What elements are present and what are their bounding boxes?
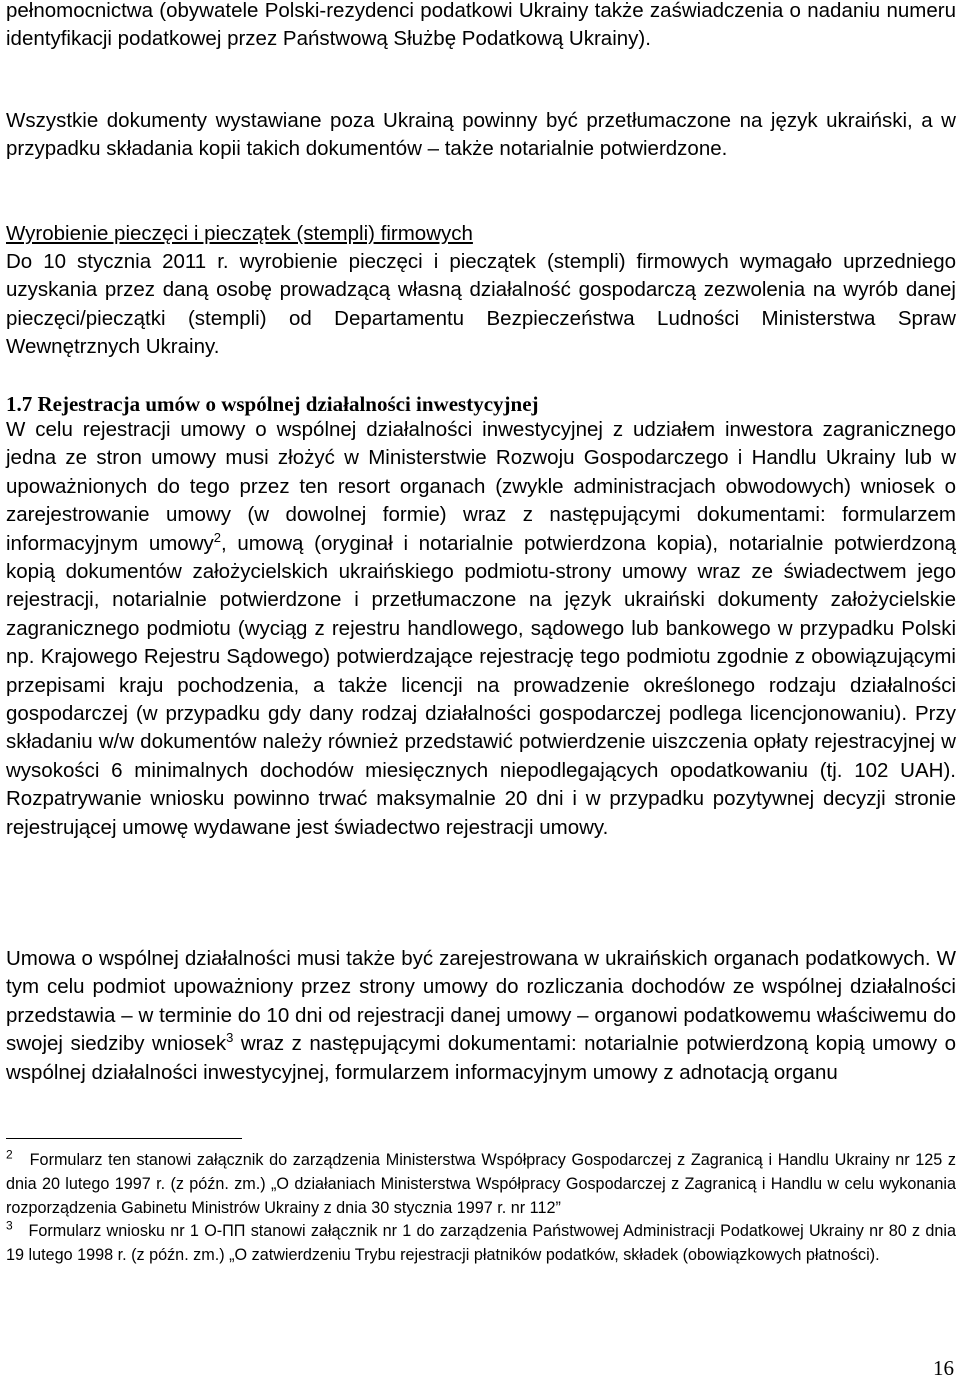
stamp-heading: Wyrobienie pieczęci i pieczątek (stempli) firmowych bbox=[6, 222, 473, 245]
paragraph-stamps: Do 10 stycznia 2011 r. wyrobienie pieczęci i pieczątek (stempli) firmowych wymagało uprzedniego uzyskania przez daną osobę prowadzącą własną działalność gospodarczą zezwolenia na wyrób danej pieczęci/pieczątki (stempli) od Departamentu Bezpieczeństwa Ludności Ministerstwa Spraw Wewnętrznych Ukrainy. bbox=[6, 250, 956, 359]
footnote-ref-2: 2 bbox=[213, 529, 221, 545]
paragraph-registration-part-a: W celu rejestracji umowy o wspólnej działalności inwestycyjnej z udziałem inwestora zagranicznego jedna ze stron umowy musi złożyć w Ministerstwie Rozwoju Gospodarczego i Handlu Ukrainy lub w upoważnionych do tego przez ten resort organach (zwykle administracjach obwodowych) wniosek o zarejestrowanie umowy (w dowolnej formie) wraz z następującymi dokumentami: formularzem informacyjnym umowy bbox=[6, 418, 956, 555]
page-number: 16 bbox=[933, 1356, 954, 1380]
paragraph-translation-requirement: Wszystkie dokumenty wystawiane poza Ukrainą powinny być przetłumaczone na język ukraiński, a w przypadku składania kopii takich dokumentów – także notarialnie potwierdzone. bbox=[6, 109, 956, 161]
paragraph-tax-part-b: wraz z następującymi dokumentami: notarialnie potwierdzoną kopią umowy o wspólnej działalności inwestycyjnej, formularzem informacyjnym umowy z adnotacją organu bbox=[6, 1032, 956, 1084]
footnotes bbox=[6, 1148, 956, 1267]
paragraph-tax-part-a: Umowa o wspólnej działalności musi także być zarejestrowana w ukraińskich organach podatkowych. W tym celu podmiot upoważniony przez strony umowy do rozliczania dochodów ze wspólnej działalności przedstawia – w terminie do 10 dni od rejestracji danej umowy – organowi podatkowemu właściwemu do swojej siedziby wniosek bbox=[6, 947, 956, 1056]
footnote-3-text: Formularz wniosku nr 1 О-ПП stanowi załącznik nr 1 do zarządzenia Państwowej Administracji Podatkowej Ukrainy nr 80 z dnia 19 lutego 1998 r. (z późn. zm.) „O zatwierdzeniu Trybu rejestracji płatników podatków, składek (obowiązkowych płatności). bbox=[6, 1222, 957, 1264]
footnote-2-mark: 2 bbox=[6, 1147, 13, 1162]
footnote-2-text: Formularz ten stanowi załącznik do zarządzenia Ministerstwa Współpracy Gospodarczej z Zagranicą i Handlu Ukrainy nr 125 z dnia 20 lutego 1997 r. (z późn. zm.) „O działaniach Ministerstwa Współpracy Gospodarczej z Zagranicą i Handlu w celu wykonania rozporządzenia Gabinetu Ministrów Ukrainy z dnia 30 stycznia 1997 r. nr 112” bbox=[6, 1151, 957, 1217]
footnote-3-mark: 3 bbox=[6, 1218, 13, 1233]
section-title: 1.7 Rejestracja umów o wspólnej działalności inwestycyjnej bbox=[6, 392, 539, 416]
paragraph-tax-registration bbox=[6, 945, 956, 1087]
paragraph-registration bbox=[6, 416, 956, 842]
footnote-2 bbox=[6, 1148, 956, 1220]
footnote-ref-3: 3 bbox=[226, 1030, 234, 1046]
footnote-3 bbox=[6, 1219, 956, 1267]
paragraph-registration-part-b: , umową (oryginał i notarialnie potwierdzona kopia), notarialnie potwierdzoną kopią dokumentów założycielskich ukraińskiego podmiotu-strony umowy wraz ze świadectwem jego rejestracji, notarialnie potwierdzone i przetłumaczone na język ukraiński dokumenty założycielskie zagranicznego podmiotu (wyciąg z rejestru handlowego, sądowego lub bankowego w przypadku Polski np. Krajowego Rejestru Sądowego) potwierdzające rejestrację tego podmiotu zgodnie z obowiązującymi przepisami kraju pochodzenia, a także licencji na prowadzenie określonego rodzaju działalności gospodarczej (w przypadku gdy dany rodzaj działalności gospodarczej podlega licencjonowaniu). Przy składaniu w/w dokumentów należy również przedstawić potwierdzenie uiszczenia opłaty rejestracyjnej w wysokości 6 minimalnych dochodów miesięcznych niepodlegających opodatkowaniu (tj. 102 UAH). Rozpatrywanie wniosku powinno trwać maksymalnie 20 dni i w przypadku pozytywnej decyzji stronie rejestrującej umowę wydawane jest świadectwo rejestracji umowy. bbox=[6, 531, 956, 839]
paragraph-power-of-attorney: pełnomocnictwa (obywatele Polski-rezydenci podatkowi Ukrainy także zaświadczenia o nadaniu numeru identyfikacji podatkowej przez Państwową Służbę Podatkową Ukrainy). bbox=[6, 0, 956, 51]
footnote-separator bbox=[6, 1138, 242, 1139]
